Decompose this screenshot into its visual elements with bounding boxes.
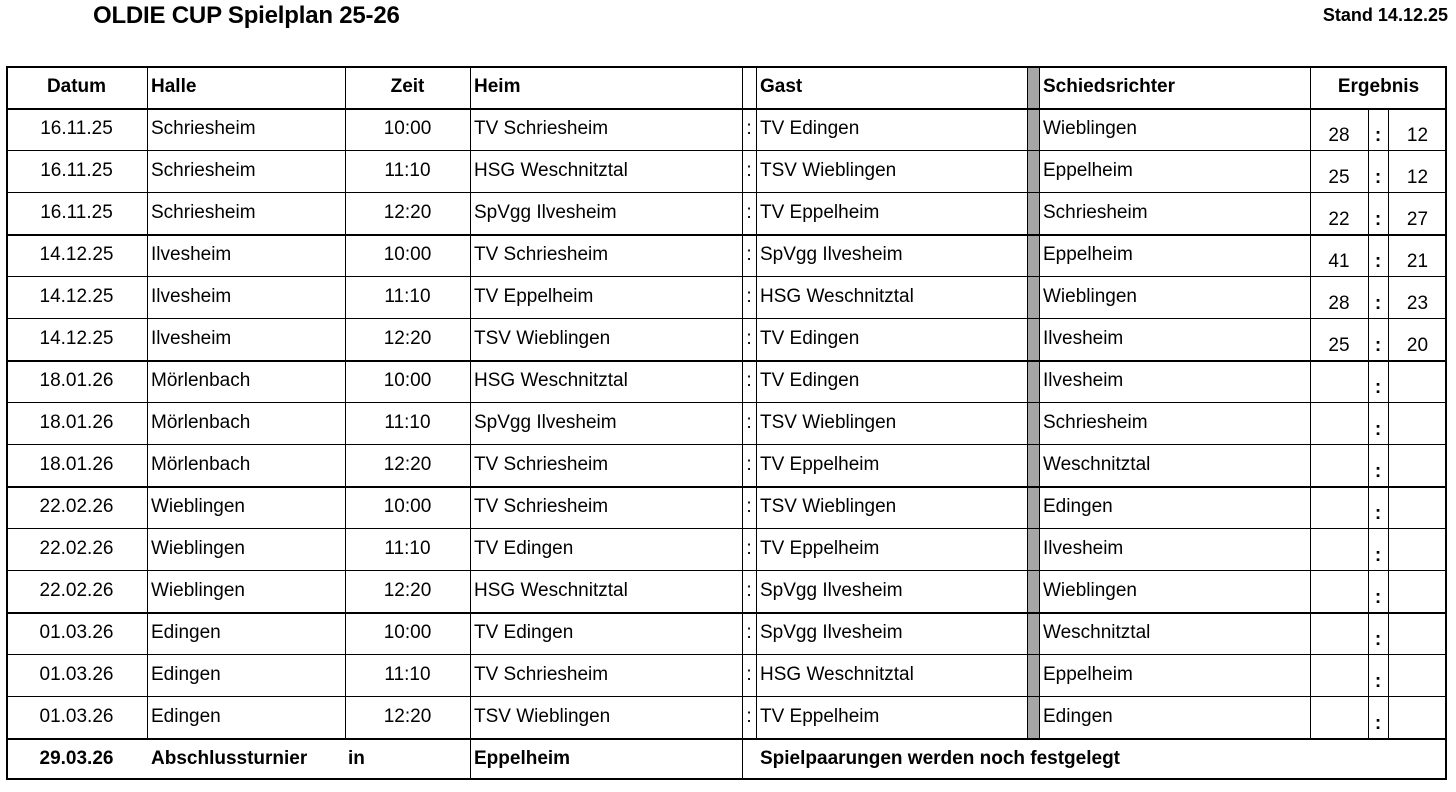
cell-halle: Schriesheim [151, 118, 256, 139]
cell-datum: 16.11.25 [40, 202, 113, 223]
cell-tore-heim [1310, 486, 1368, 528]
cell-vs-separator: : [746, 160, 752, 181]
cell-heim: HSG Weschnitztal [474, 370, 628, 391]
column-divider [345, 66, 346, 738]
cell-zeit: 11:10 [384, 664, 431, 685]
cell-datum: 18.01.26 [39, 454, 114, 475]
cell-score-separator: : [1374, 125, 1382, 146]
cell-score-separator: : [1374, 419, 1382, 440]
cell-gast: TV Edingen [760, 370, 860, 391]
page-title: OLDIE CUP Spielplan 25-26 [93, 2, 400, 29]
cell-zeit: 10:00 [383, 496, 432, 517]
cell-halle: Mörlenbach [151, 454, 251, 475]
cell-tore-gast [1388, 360, 1447, 402]
cell-zeit: 12:20 [383, 706, 432, 727]
cell-tore-gast: 23 [1406, 293, 1429, 314]
cell-zeit: 12:20 [383, 202, 432, 223]
cell-datum: 14.12.25 [39, 286, 114, 307]
cell-schiedsrichter: Schriesheim [1043, 202, 1148, 223]
cell-score-separator: : [1374, 545, 1382, 566]
cell-vs-separator: : [746, 454, 752, 475]
cell-heim: TV Schriesheim [474, 244, 609, 265]
cell-schiedsrichter: Wieblingen [1043, 286, 1137, 307]
footer-divider [6, 738, 1447, 740]
score-divider [1388, 108, 1389, 738]
cell-heim: TV Edingen [474, 538, 574, 559]
cell-tore-gast: 21 [1406, 251, 1429, 272]
column-divider [756, 66, 757, 738]
header-divider [6, 108, 1447, 110]
stand-date: Stand 14.12.25 [1322, 5, 1448, 25]
cell-tore-gast [1388, 696, 1447, 738]
cell-heim: TSV Wieblingen [474, 706, 611, 727]
cell-vs-separator: : [746, 244, 752, 265]
row-divider [6, 192, 1447, 193]
cell-halle: Wieblingen [151, 538, 245, 559]
cell-tore-heim [1310, 654, 1368, 696]
cell-vs-separator: : [746, 496, 752, 517]
row-divider [6, 318, 1447, 319]
row-divider [6, 276, 1447, 277]
cell-halle: Ilvesheim [151, 328, 232, 349]
cell-heim: SpVgg Ilvesheim [474, 202, 617, 223]
cell-zeit: 12:20 [383, 328, 432, 349]
footer-column-divider [742, 738, 743, 780]
cell-vs-separator: : [746, 664, 752, 685]
cell-datum: 01.03.26 [39, 622, 114, 643]
cell-vs-separator: : [746, 370, 752, 391]
cell-tore-gast: 12 [1406, 167, 1429, 188]
cell-halle: Edingen [151, 622, 221, 643]
cell-tore-heim [1310, 696, 1368, 738]
cell-gast: TV Eppelheim [760, 202, 880, 223]
cell-halle: Mörlenbach [151, 370, 251, 391]
cell-gast: TV Eppelheim [760, 538, 880, 559]
row-divider [6, 444, 1447, 445]
cell-tore-heim: 28 [1328, 125, 1350, 146]
cell-vs-separator: : [746, 118, 752, 139]
footer-ort: Eppelheim [474, 748, 571, 769]
cell-datum: 14.12.25 [39, 244, 114, 265]
cell-vs-separator: : [746, 328, 752, 349]
group-divider [6, 360, 1447, 362]
cell-score-separator: : [1374, 377, 1382, 398]
cell-score-separator: : [1374, 167, 1382, 188]
header-ergebnis: Ergebnis [1337, 76, 1420, 97]
cell-heim: HSG Weschnitztal [474, 580, 628, 601]
cell-heim: TV Edingen [474, 622, 574, 643]
cell-schiedsrichter: Eppelheim [1043, 664, 1133, 685]
cell-heim: TV Schriesheim [474, 496, 609, 517]
cell-tore-heim: 25 [1328, 167, 1350, 188]
footer-abschlussturnier: Abschlussturnier [151, 748, 308, 769]
cell-schiedsrichter: Eppelheim [1043, 244, 1133, 265]
cell-gast: TSV Wieblingen [760, 412, 897, 433]
cell-tore-gast: 27 [1406, 209, 1429, 230]
cell-tore-heim [1310, 402, 1368, 444]
cell-gast: TV Edingen [760, 118, 860, 139]
cell-datum: 16.11.25 [40, 160, 113, 181]
row-divider [6, 402, 1447, 403]
cell-vs-separator: : [746, 412, 752, 433]
cell-heim: TV Schriesheim [474, 118, 609, 139]
cell-score-separator: : [1374, 587, 1382, 608]
cell-heim: TV Schriesheim [474, 454, 609, 475]
cell-zeit: 12:20 [383, 580, 432, 601]
footer-in: in [348, 748, 365, 769]
header-halle: Halle [151, 76, 197, 97]
cell-heim: TV Eppelheim [474, 286, 594, 307]
cell-datum: 01.03.26 [39, 664, 114, 685]
cell-gast: TSV Wieblingen [760, 496, 897, 517]
cell-vs-separator: : [746, 202, 752, 223]
row-divider [6, 570, 1447, 571]
cell-tore-heim [1310, 444, 1368, 486]
cell-datum: 16.11.25 [40, 118, 113, 139]
cell-vs-separator: : [746, 580, 752, 601]
row-divider [6, 150, 1447, 151]
cell-datum: 01.03.26 [39, 706, 114, 727]
cell-tore-gast [1388, 402, 1447, 444]
cell-schiedsrichter: Eppelheim [1043, 160, 1133, 181]
cell-score-separator: : [1374, 503, 1382, 524]
column-divider [470, 66, 471, 738]
cell-score-separator: : [1374, 713, 1382, 734]
cell-schiedsrichter: Edingen [1043, 496, 1113, 517]
cell-datum: 18.01.26 [39, 370, 114, 391]
row-divider [6, 528, 1447, 529]
table-border-bottom [6, 778, 1447, 780]
cell-tore-heim: 41 [1328, 251, 1350, 272]
column-divider [1039, 66, 1040, 738]
cell-schiedsrichter: Schriesheim [1043, 412, 1148, 433]
cell-datum: 22.02.26 [39, 496, 114, 517]
cell-schiedsrichter: Wieblingen [1043, 580, 1137, 601]
table-border-top [6, 66, 1447, 68]
cell-tore-gast [1388, 612, 1447, 654]
cell-halle: Wieblingen [151, 580, 245, 601]
cell-halle: Edingen [151, 664, 221, 685]
header-datum: Datum [46, 76, 107, 97]
cell-zeit: 10:00 [383, 622, 432, 643]
cell-zeit: 10:00 [383, 118, 432, 139]
header-heim: Heim [474, 76, 521, 97]
cell-tore-gast: 12 [1406, 125, 1429, 146]
cell-tore-heim [1310, 570, 1368, 612]
row-divider [6, 696, 1447, 697]
cell-gast: TV Edingen [760, 328, 860, 349]
cell-gast: TV Eppelheim [760, 706, 880, 727]
cell-zeit: 12:20 [383, 454, 432, 475]
cell-schiedsrichter: Edingen [1043, 706, 1113, 727]
cell-halle: Schriesheim [151, 160, 256, 181]
cell-gast: TV Eppelheim [760, 454, 880, 475]
cell-schiedsrichter: Weschnitztal [1043, 622, 1151, 643]
footer-datum: 29.03.26 [39, 748, 114, 769]
header-zeit: Zeit [390, 76, 425, 97]
cell-tore-heim: 22 [1328, 209, 1350, 230]
cell-datum: 18.01.26 [39, 412, 114, 433]
cell-zeit: 11:10 [384, 538, 431, 559]
cell-zeit: 11:10 [384, 160, 431, 181]
cell-gast: SpVgg Ilvesheim [760, 244, 903, 265]
cell-tore-heim [1310, 360, 1368, 402]
cell-tore-gast [1388, 444, 1447, 486]
cell-heim: HSG Weschnitztal [474, 160, 628, 181]
cell-gast: HSG Weschnitztal [760, 286, 914, 307]
cell-heim: TV Schriesheim [474, 664, 609, 685]
column-divider [742, 66, 743, 738]
schedule-table [6, 66, 1447, 781]
cell-vs-separator: : [746, 706, 752, 727]
cell-tore-heim: 28 [1328, 293, 1350, 314]
cell-gast: HSG Weschnitztal [760, 664, 914, 685]
cell-gast: SpVgg Ilvesheim [760, 580, 903, 601]
cell-datum: 14.12.25 [39, 328, 114, 349]
cell-score-separator: : [1374, 251, 1382, 272]
cell-schiedsrichter: Ilvesheim [1043, 370, 1124, 391]
cell-schiedsrichter: Ilvesheim [1043, 538, 1124, 559]
cell-gast: SpVgg Ilvesheim [760, 622, 903, 643]
cell-halle: Mörlenbach [151, 412, 251, 433]
cell-vs-separator: : [746, 622, 752, 643]
cell-score-separator: : [1374, 629, 1382, 650]
cell-zeit: 10:00 [383, 244, 432, 265]
cell-vs-separator: : [746, 286, 752, 307]
table-border-left [6, 66, 8, 780]
cell-tore-gast [1388, 528, 1447, 570]
cell-schiedsrichter: Wieblingen [1043, 118, 1137, 139]
cell-halle: Ilvesheim [151, 286, 232, 307]
cell-tore-heim [1310, 612, 1368, 654]
cell-datum: 22.02.26 [39, 538, 114, 559]
cell-tore-gast [1388, 654, 1447, 696]
cell-tore-gast [1388, 486, 1447, 528]
cell-zeit: 10:00 [383, 370, 432, 391]
cell-vs-separator: : [746, 538, 752, 559]
cell-heim: TSV Wieblingen [474, 328, 611, 349]
cell-heim: SpVgg Ilvesheim [474, 412, 617, 433]
cell-score-separator: : [1374, 335, 1382, 356]
cell-datum: 22.02.26 [39, 580, 114, 601]
cell-tore-gast [1388, 570, 1447, 612]
score-divider [1368, 108, 1369, 738]
cell-halle: Wieblingen [151, 496, 245, 517]
cell-tore-gast: 20 [1406, 335, 1429, 356]
cell-score-separator: : [1374, 461, 1382, 482]
column-divider [147, 66, 148, 738]
cell-halle: Schriesheim [151, 202, 256, 223]
cell-halle: Edingen [151, 706, 221, 727]
footer-hinweis: Spielpaarungen werden noch festgelegt [760, 748, 1121, 769]
cell-gast: TSV Wieblingen [760, 160, 897, 181]
column-divider [1027, 66, 1028, 738]
header-schiedsrichter: Schiedsrichter [1043, 76, 1175, 97]
column-divider [1310, 66, 1311, 738]
table-border-right [1445, 66, 1447, 780]
cell-schiedsrichter: Weschnitztal [1043, 454, 1151, 475]
cell-score-separator: : [1374, 671, 1382, 692]
cell-tore-heim [1310, 528, 1368, 570]
footer-column-divider [470, 738, 471, 780]
cell-schiedsrichter: Ilvesheim [1043, 328, 1124, 349]
cell-zeit: 11:10 [384, 412, 431, 433]
group-divider [6, 234, 1447, 236]
group-divider [6, 612, 1447, 614]
cell-tore-heim: 25 [1328, 335, 1350, 356]
group-divider [6, 486, 1447, 488]
cell-score-separator: : [1374, 209, 1382, 230]
row-divider [6, 654, 1447, 655]
cell-zeit: 11:10 [384, 286, 431, 307]
cell-halle: Ilvesheim [151, 244, 232, 265]
header-gast: Gast [760, 76, 803, 97]
cell-score-separator: : [1374, 293, 1382, 314]
